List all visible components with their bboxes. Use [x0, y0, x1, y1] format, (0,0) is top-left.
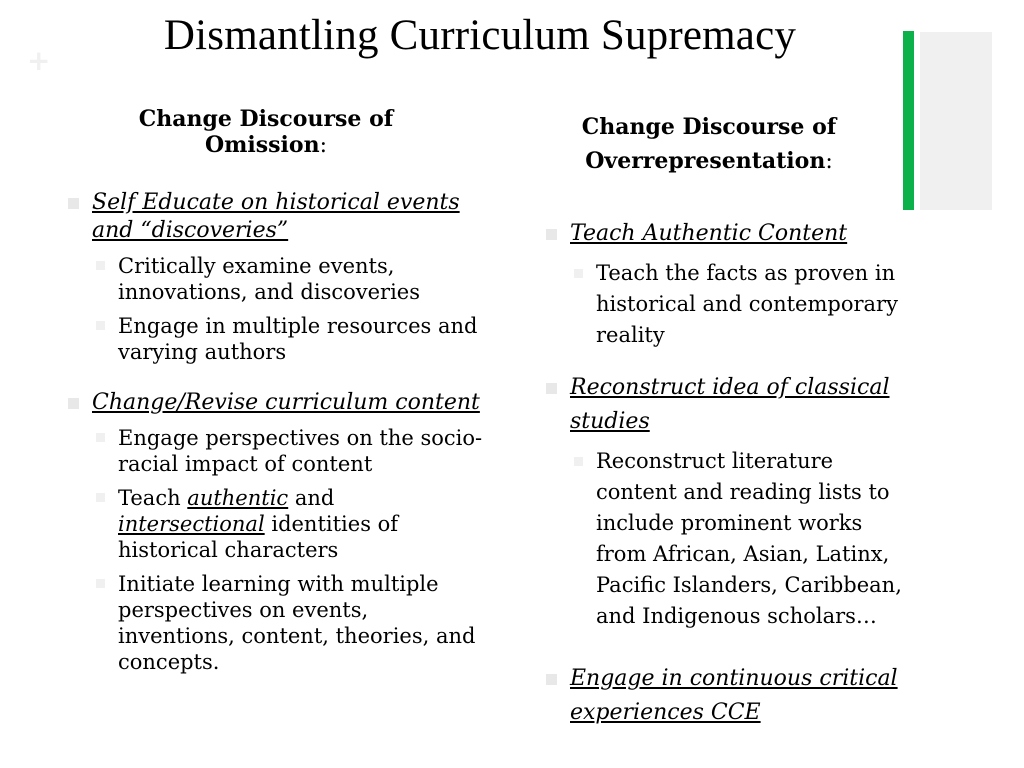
- heading-line: [66, 132, 466, 159]
- sub-list-item: [92, 485, 486, 563]
- heading-line: Change Discourse of: [138, 106, 394, 132]
- heading-colon: :: [825, 149, 833, 174]
- heading-colon: :: [319, 133, 328, 158]
- slide-title: Dismantling Curriculum Supremacy: [163, 12, 797, 59]
- sub-list-item: Teach the facts as proven in historical and contemporary reality: [570, 258, 914, 351]
- list-item: [66, 189, 486, 365]
- bullet-list: [66, 189, 486, 675]
- heading-keyword: Omission: [204, 132, 320, 158]
- left-column: [66, 106, 486, 675]
- sub-bullet-list: [92, 425, 486, 675]
- sub-list-item: Engage perspectives on the socio-racial impact of content: [92, 425, 486, 477]
- left-column-heading: [66, 106, 466, 159]
- list-item: [544, 662, 914, 730]
- bullet-heading: Change/Revise curriculum content: [92, 390, 480, 415]
- heading-keyword: Overrepresentation: [585, 148, 826, 174]
- text-run: Teach: [118, 486, 188, 510]
- sub-list-item: Initiate learning with multiple perspectives on events, inventions, content, theories, and concepts.: [92, 571, 486, 675]
- right-column-heading: [544, 110, 874, 179]
- right-column: [544, 110, 914, 730]
- bullet-heading: Reconstruct idea of classical studies: [570, 375, 890, 434]
- bullet-heading: Teach Authentic Content: [570, 221, 848, 246]
- sub-bullet-list: [92, 253, 486, 365]
- heading-line: [544, 144, 874, 179]
- bullet-list: [544, 217, 914, 730]
- bullet-heading: Engage in continuous critical experiences CCE: [570, 666, 898, 725]
- plus-icon: +: [27, 44, 51, 77]
- emphasis-authentic: authentic: [187, 486, 289, 510]
- sub-list-item: Engage in multiple resources and varying authors: [92, 313, 486, 365]
- sub-bullet-list: [570, 446, 914, 632]
- list-item: [544, 371, 914, 632]
- sub-list-item: Reconstruct literature content and reading lists to include prominent works from African, Asian, Latinx, Pacific Islanders, Caribbean, and Indigenous scholars…: [570, 446, 914, 632]
- sub-bullet-list: [570, 258, 914, 351]
- emphasis-intersectional: intersectional: [118, 512, 265, 536]
- list-item: [66, 389, 486, 675]
- sub-list-item: Critically examine events, innovations, and discoveries: [92, 253, 486, 305]
- text-run: and: [288, 486, 335, 510]
- bullet-heading: Self Educate on historical events and “discoveries”: [92, 190, 460, 243]
- list-item: [544, 217, 914, 351]
- text-run: identities of historical characters: [118, 512, 399, 562]
- heading-line: Change Discourse of: [581, 114, 837, 140]
